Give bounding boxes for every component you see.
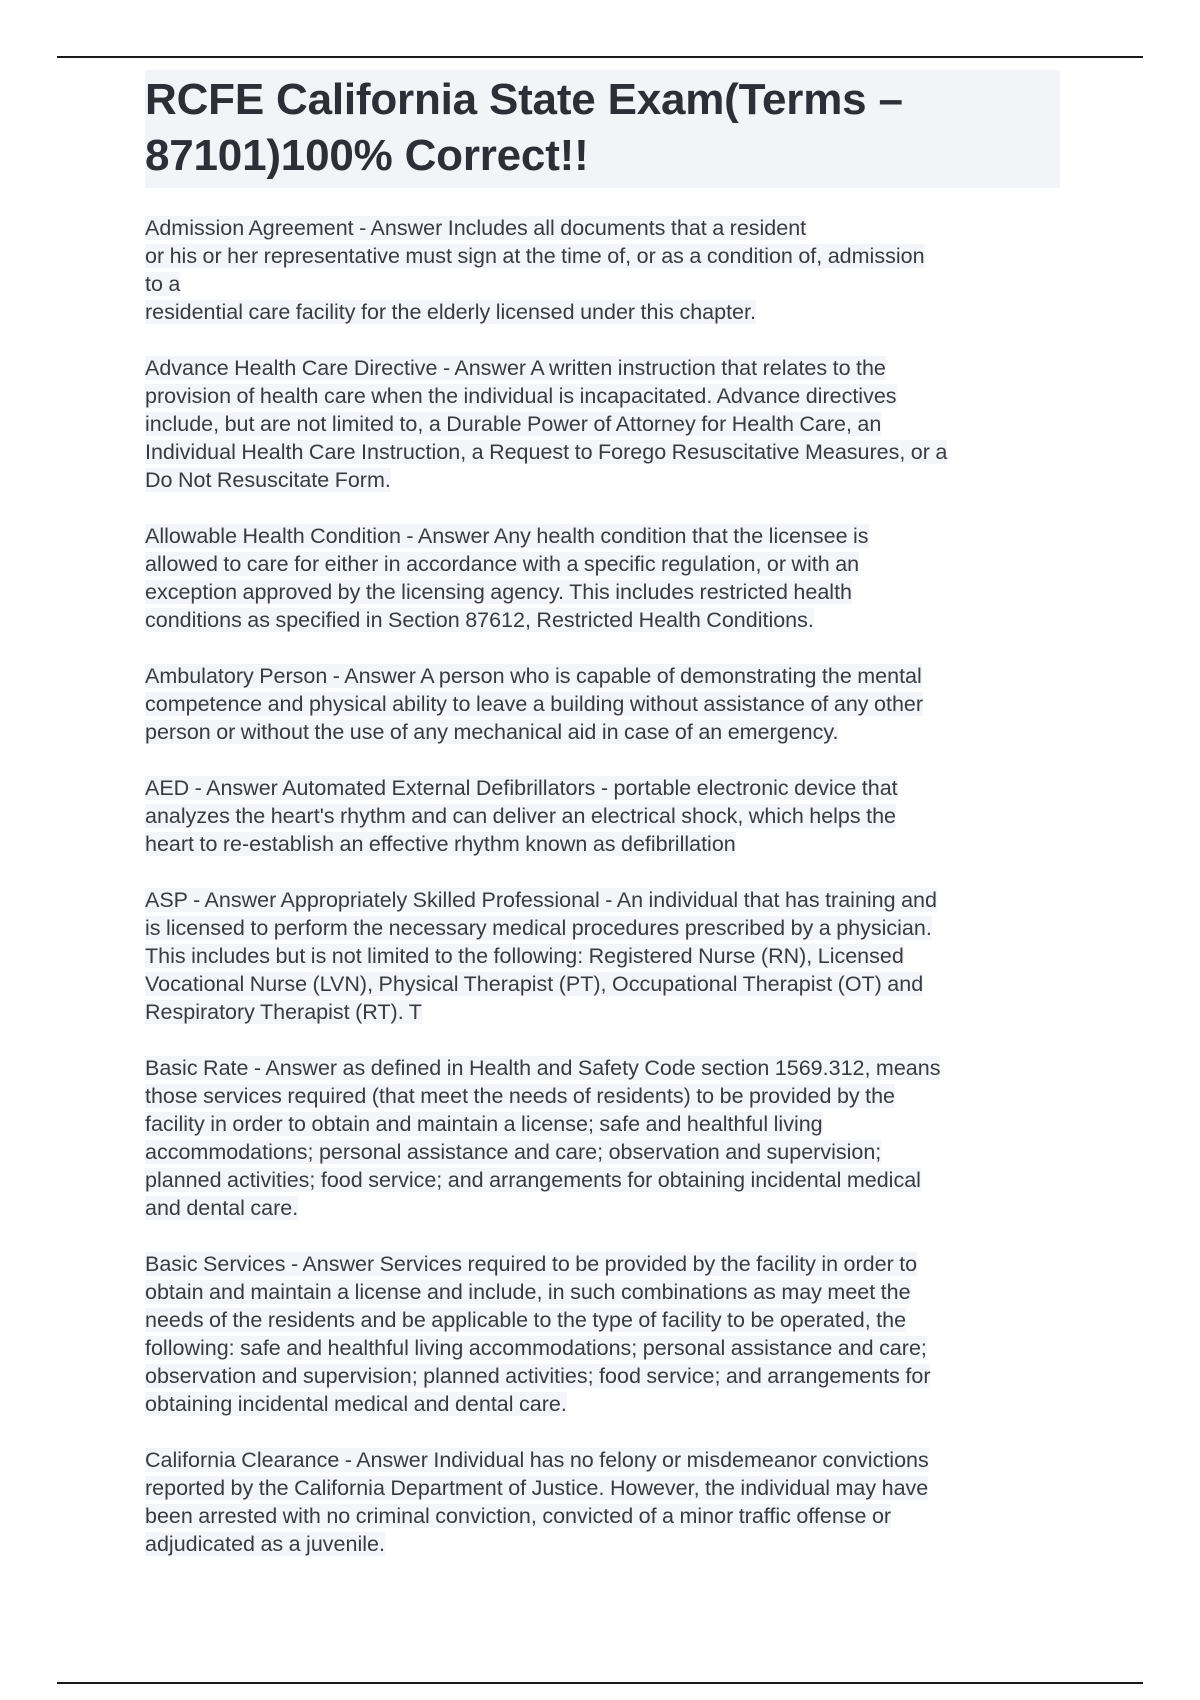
term-list bbox=[145, 214, 1060, 1558]
document-title: RCFE California State Exam(Terms – 87101)100% Correct!! bbox=[145, 70, 1060, 188]
bottom-divider bbox=[57, 1682, 1143, 1684]
term-entry-allowable-health-condition: Allowable Health Condition - Answer Any health condition that the licensee is allowed to care for either in accordance with a specific regulation, or with an exception approved by the licensing agency. This includes restricted health conditions as specified in Section 87612, Restricted Health Conditions. bbox=[145, 524, 869, 632]
document-body bbox=[145, 70, 1060, 1586]
top-divider bbox=[57, 56, 1143, 58]
term-entry-basic-rate: Basic Rate - Answer as defined in Health and Safety Code section 1569.312, means those services required (that meet the needs of residents) to be provided by the facility in order to obtain and maintain a license; safe and healthful living accommodations; personal assistance and care; observation and supervision; planned activities; food service; and arrangements for obtaining incidental medical and dental care. bbox=[145, 1056, 941, 1220]
term-entry-california-clearance: California Clearance - Answer Individual has no felony or misdemeanor convictions reported by the California Department of Justice. However, the individual may have been arrested with no criminal conviction, convicted of a minor traffic offense or adjudicated as a juvenile. bbox=[145, 1448, 929, 1556]
term-entry-basic-services: Basic Services - Answer Services required to be provided by the facility in order to obtain and maintain a license and include, in such combinations as may meet the needs of the residents and be applicable to the type of facility to be operated, the following: safe and healthful living accommodations; personal assistance and care; observation and supervision; planned activities; food service; and arrangements for obtaining incidental medical and dental care. bbox=[145, 1252, 931, 1416]
term-entry-asp: ASP - Answer Appropriately Skilled Professional - An individual that has training and is licensed to perform the necessary medical procedures prescribed by a physician. This includes but is not limited to the following: Registered Nurse (RN), Licensed Vocational Nurse (LVN), Physical Therapist (PT), Occupational Therapist (OT) and Respiratory Therapist (RT). T bbox=[145, 888, 937, 1024]
term-entry-ambulatory-person: Ambulatory Person - Answer A person who is capable of demonstrating the mental competence and physical ability to leave a building without assistance of any other person or without the use of any mechanical aid in case of an emergency. bbox=[145, 664, 924, 744]
term-entry-advance-health-care-directive: Advance Health Care Directive - Answer A written instruction that relates to the provision of health care when the individual is incapacitated. Advance directives include, but are not limited to, a Durable Power of Attorney for Health Care, an Individual Health Care Instruction, a Request to Forego Resuscitative Measures, or a Do Not Resuscitate Form. bbox=[145, 356, 948, 492]
term-entry-aed: AED - Answer Automated External Defibrillators - portable electronic device that analyzes the heart's rhythm and can deliver an electrical shock, which helps the heart to re-establish an effective rhythm known as defibrillation bbox=[145, 776, 898, 856]
term-entry-admission-agreement: Admission Agreement - Answer Includes all documents that a resident or his or her representative must sign at the time of, or as a condition of, admission to a residential care facility for the elderly licensed under this chapter. bbox=[145, 216, 925, 324]
